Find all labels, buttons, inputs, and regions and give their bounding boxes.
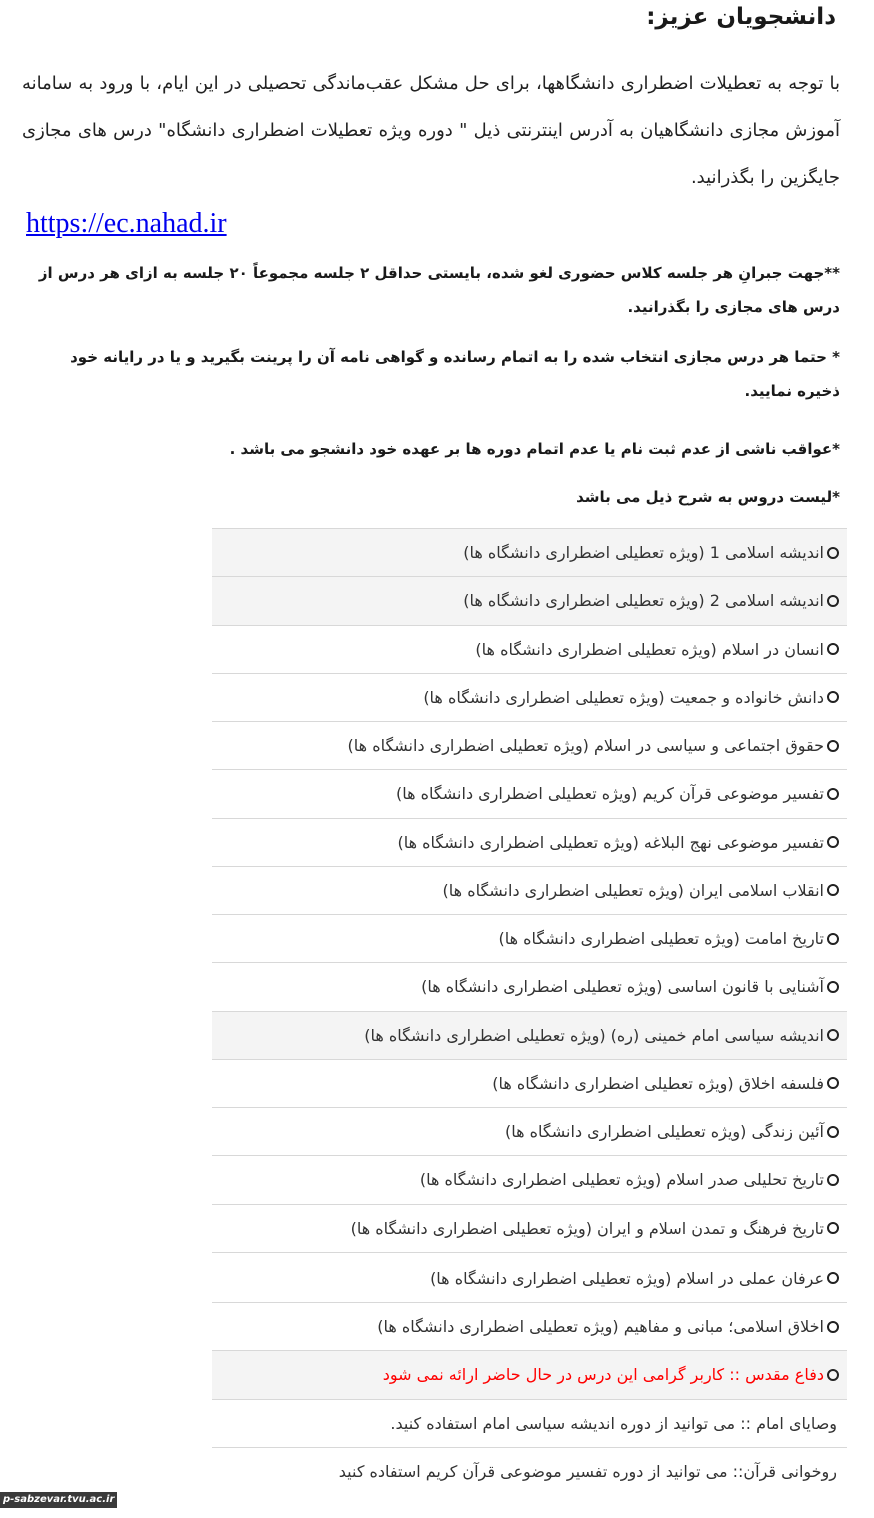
course-item[interactable] [212,819,847,867]
radio-icon[interactable] [827,740,839,752]
course-item[interactable] [212,577,847,625]
course-label: تاریخ تحلیلی صدر اسلام (ویژه تعطیلی اضطراری دانشگاه ها) [419,1170,824,1190]
site-watermark: p-sabzevar.tvu.ac.ir [0,1492,117,1508]
course-label: عرفان عملی در اسلام (ویژه تعطیلی اضطراری دانشگاه ها) [430,1268,824,1288]
course-label: آشنایی با قانون اساسی (ویژه تعطیلی اضطراری دانشگاه ها) [421,977,824,997]
course-item[interactable] [212,1205,847,1253]
radio-icon[interactable] [827,643,839,655]
course-item-unavailable[interactable] [212,1351,847,1399]
radio-icon[interactable] [827,1077,839,1089]
course-label: دفاع مقدس :: کاربر گرامی این درس در حال حاضر ارائه نمی شود [382,1365,824,1385]
radio-icon[interactable] [827,933,839,945]
radio-icon[interactable] [827,884,839,896]
course-item[interactable] [212,1303,847,1351]
course-label: اندیشه سیاسی امام خمینی (ره) (ویژه تعطیلی اضطراری دانشگاه ها) [364,1025,824,1045]
radio-icon[interactable] [827,595,839,607]
course-list [212,528,847,1496]
alternative-note-label: وصایای امام :: می توانید از دوره اندیشه سیاسی امام استفاده کنید. [390,1413,837,1433]
radio-icon[interactable] [827,1369,839,1381]
course-label: تفسیر موضوعی قرآن کریم (ویژه تعطیلی اضطراری دانشگاه ها) [396,784,824,804]
course-item[interactable] [212,1255,847,1303]
radio-icon[interactable] [827,1272,839,1284]
course-item[interactable] [212,1012,847,1060]
alternative-note-label: روخوانی قرآن:: می توانید از دوره تفسیر موضوعی قرآن کریم استفاده کنید [338,1462,837,1482]
course-label: آئین زندگی (ویژه تعطیلی اضطراری دانشگاه ها) [505,1122,824,1142]
course-label: حقوق اجتماعی و سیاسی در اسلام (ویژه تعطیلی اضطراری دانشگاه ها) [347,736,824,756]
nahad-link[interactable]: https://ec.nahad.ir [26,208,227,239]
course-item[interactable] [212,722,847,770]
course-label: انسان در اسلام (ویژه تعطیلی اضطراری دانشگاه ها) [475,639,824,659]
course-item[interactable] [212,674,847,722]
radio-icon[interactable] [827,836,839,848]
course-label: اخلاق اسلامی؛ مبانی و مفاهیم (ویژه تعطیلی اضطراری دانشگاه ها) [377,1317,824,1337]
course-item[interactable] [212,1060,847,1108]
alternative-note-item [212,1400,847,1448]
course-item[interactable] [212,626,847,674]
course-label: اندیشه اسلامی 1 (ویژه تعطیلی اضطراری دانشگاه ها) [463,543,824,563]
course-label: تاریخ امامت (ویژه تعطیلی اضطراری دانشگاه ها) [498,929,824,949]
radio-icon[interactable] [827,547,839,559]
radio-icon[interactable] [827,691,839,703]
course-item[interactable] [212,963,847,1011]
radio-icon[interactable] [827,788,839,800]
note-consequences: *عواقب ناشی از عدم ثبت نام یا عدم اتمام دوره ها بر عهده خود دانشجو می باشد . [229,440,840,458]
course-label: دانش خانواده و جمعیت (ویژه تعطیلی اضطراری دانشگاه ها) [423,687,824,707]
course-item[interactable] [212,529,847,577]
note-compensation: **جهت جبرانِ هر جلسه کلاس حضوری لغو شده، بایستی حداقل ۲ جلسه مجموعاً ۲۰ جلسه به ازای هر درس از درس های مجازی را بگذرانید. [38,264,840,316]
radio-icon[interactable] [827,1126,839,1138]
course-label: فلسفه اخلاق (ویژه تعطیلی اضطراری دانشگاه ها) [492,1073,824,1093]
course-item[interactable] [212,770,847,818]
note-course-list: *لیست دروس به شرح ذیل می باشد [576,488,840,506]
radio-icon[interactable] [827,1174,839,1186]
note-certificate: * حتما هر درس مجازی انتخاب شده را به اتمام رسانده و گواهی نامه آن را پرینت بگیرید و یا در رایانه خود ذخیره نمایید. [70,348,840,400]
radio-icon[interactable] [827,1029,839,1041]
course-label: تفسیر موضوعی نهج البلاغه (ویژه تعطیلی اضطراری دانشگاه ها) [397,832,824,852]
course-label: تاریخ فرهنگ و تمدن اسلام و ایران (ویژه تعطیلی اضطراری دانشگاه ها) [350,1218,824,1238]
radio-icon[interactable] [827,981,839,993]
radio-icon[interactable] [827,1321,839,1333]
alternative-note-item [212,1448,847,1496]
course-label: اندیشه اسلامی 2 (ویژه تعطیلی اضطراری دانشگاه ها) [463,591,824,611]
course-item[interactable] [212,867,847,915]
page-title: دانشجویان عزیز: [646,4,836,30]
radio-icon[interactable] [827,1222,839,1234]
intro-paragraph: با توجه به تعطیلات اضطراری دانشگاهها، برای حل مشکل عقب‌ماندگی تحصیلی در این ایام، با ورود به سامانه آموزش مجازی دانشگاهیان به آدرس اینترنتی ذیل " دوره ویژه تعطیلات اضطراری دانشگاه" درس های مجازی جایگزین را بگذرانید. [22,73,840,188]
course-item[interactable] [212,915,847,963]
course-item[interactable] [212,1156,847,1204]
course-label: انقلاب اسلامی ایران (ویژه تعطیلی اضطراری دانشگاه ها) [442,880,824,900]
course-item[interactable] [212,1108,847,1156]
